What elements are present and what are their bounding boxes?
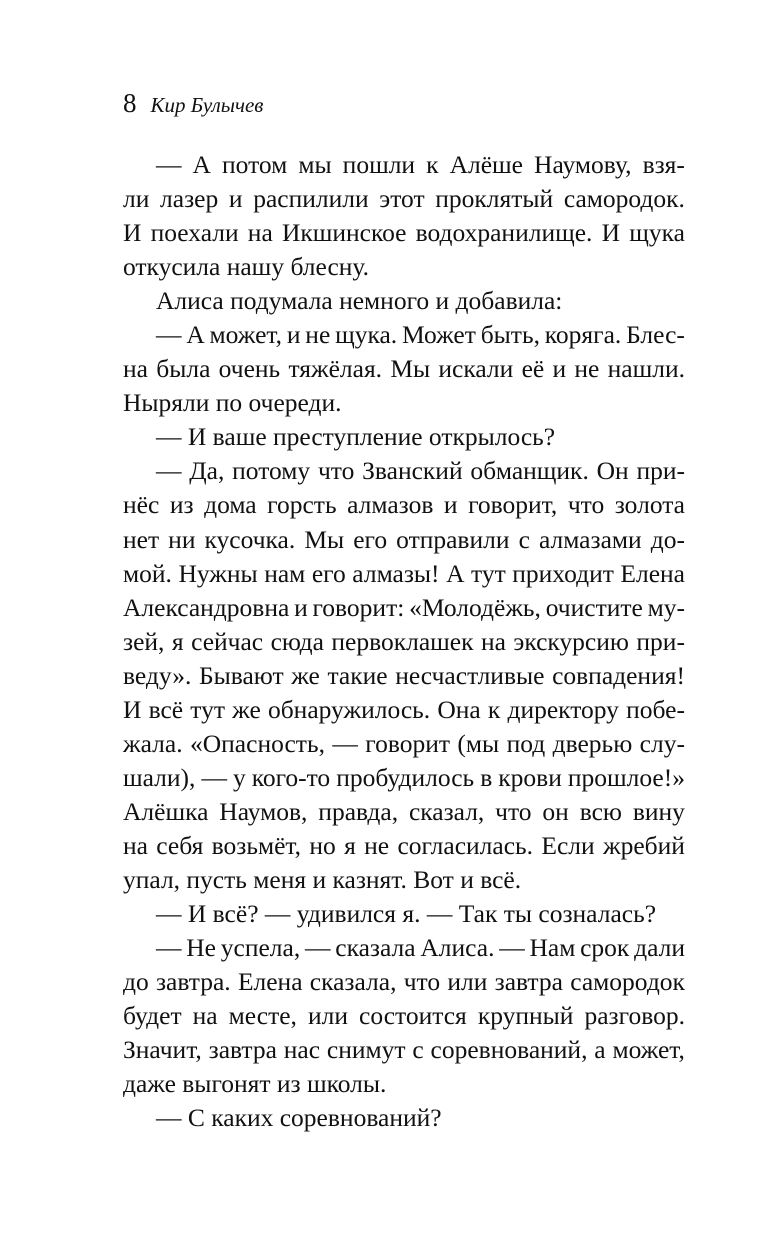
word: Званский: [362, 456, 463, 486]
text-line: [123, 999, 685, 1033]
word: очистите: [545, 592, 643, 622]
word: му-: [647, 592, 685, 622]
word: на: [480, 626, 506, 656]
word: была: [156, 354, 211, 384]
word: И: [123, 218, 142, 248]
word: Елена: [620, 558, 685, 588]
word: жребий: [602, 830, 685, 860]
word: из: [169, 490, 194, 520]
word: но: [309, 830, 336, 860]
page-header: [123, 88, 263, 122]
word: щука.: [335, 320, 398, 350]
word: Икшинское: [281, 218, 407, 248]
word: —: [304, 933, 331, 963]
word: что: [567, 490, 605, 520]
word: завтра: [494, 967, 563, 997]
word: а: [594, 1035, 606, 1065]
word: Алёшка: [123, 796, 209, 826]
word: говорит,: [468, 490, 558, 520]
word: и: [552, 354, 567, 384]
text-line: [123, 523, 685, 557]
text-line: [123, 557, 685, 591]
word: может,: [209, 320, 283, 350]
word: завтра: [208, 1035, 277, 1065]
word: что: [495, 796, 532, 826]
word: алмазами: [538, 524, 642, 554]
text-line: [123, 829, 685, 863]
running-title: Кир Булычев: [150, 93, 264, 117]
word: взя-: [642, 150, 685, 179]
word: быть,: [480, 320, 540, 350]
word: дали: [634, 933, 685, 963]
word: снимут: [326, 1035, 406, 1065]
text-line: Алиса подумала немного и добавила:: [156, 286, 563, 316]
word: побе-: [626, 694, 685, 724]
word: щука: [629, 218, 685, 248]
text-line: [123, 965, 685, 999]
word: —: [201, 762, 227, 792]
text-line: [123, 727, 685, 761]
word: возьмёт,: [211, 830, 302, 860]
word: экскурсию: [513, 626, 629, 656]
word: сказал,: [408, 796, 485, 826]
word: на: [247, 218, 273, 248]
word: его: [311, 558, 346, 588]
word: отправили: [396, 524, 510, 554]
word: что: [317, 456, 355, 486]
word: нас: [283, 1035, 321, 1065]
text-line: даже выгонят из школы.: [123, 1069, 387, 1099]
word: же: [232, 694, 261, 724]
word: —: [332, 728, 358, 758]
word: —: [156, 320, 182, 350]
word: и: [228, 184, 243, 214]
word: «Молодёжь,: [409, 592, 541, 622]
word: первоклашек: [331, 626, 474, 656]
word: И: [601, 218, 621, 248]
word: или: [447, 967, 488, 997]
word: кого-то: [251, 762, 331, 792]
word: А: [186, 320, 205, 350]
word: сейчас: [191, 626, 264, 656]
word: А: [192, 150, 211, 179]
word: и: [294, 592, 308, 622]
word: Нам: [529, 933, 576, 963]
word: Алёше: [449, 150, 523, 179]
page-number: 8: [123, 88, 137, 118]
text-line: [123, 931, 685, 965]
text-line: [123, 659, 685, 693]
word: дверью: [552, 728, 633, 758]
word: самородок.: [563, 184, 685, 214]
word: или: [307, 1001, 348, 1031]
word: разговор.: [584, 1001, 685, 1031]
word: с: [412, 1035, 424, 1065]
word: Она: [437, 694, 481, 724]
text-line: упал, пусть меня и казнят. Вот и всё.: [123, 864, 522, 894]
word: Он: [596, 456, 629, 486]
word: до-: [650, 524, 685, 554]
word: золота: [614, 490, 685, 520]
word: его: [353, 524, 388, 554]
word: водохранилище.: [415, 218, 593, 248]
word: нашли.: [607, 354, 685, 384]
word: что: [403, 967, 441, 997]
word: мой.: [123, 558, 172, 588]
word: соревнований,: [430, 1035, 588, 1065]
word: коряга.: [544, 320, 622, 350]
word: будет: [123, 1001, 182, 1031]
word: обнаружилось.: [267, 694, 431, 724]
word: кусочка.: [204, 524, 296, 554]
word: сказала: [335, 933, 416, 963]
text-line: [123, 795, 685, 829]
word: ни: [168, 524, 196, 554]
word: не: [305, 320, 331, 350]
word: сказала,: [309, 967, 397, 997]
word: срок: [580, 933, 630, 963]
word: к: [426, 150, 439, 179]
word: зей,: [123, 626, 165, 656]
word: —: [499, 933, 525, 963]
word: Может: [401, 320, 476, 350]
text-line: [123, 352, 685, 386]
text-line: [123, 216, 685, 250]
text-line: [123, 625, 685, 659]
word: Наумову,: [534, 150, 632, 179]
word: несчастливые: [395, 660, 545, 690]
word: говорит: [365, 728, 450, 758]
word: самородок: [570, 967, 685, 997]
word: говорит:: [312, 592, 405, 622]
text-line: [123, 454, 685, 488]
word: месте,: [228, 1001, 297, 1031]
word: я: [171, 626, 184, 656]
word: нёс: [123, 490, 160, 520]
word: при-: [636, 626, 685, 656]
word: не: [364, 830, 390, 860]
word: у: [232, 762, 246, 792]
word: крупный: [477, 1001, 574, 1031]
word: Наумов,: [219, 796, 308, 826]
word: тут: [190, 694, 225, 724]
word: прошлое!»: [567, 762, 685, 792]
word: этот: [379, 184, 425, 214]
word: крови: [498, 762, 562, 792]
word: до: [123, 967, 149, 997]
word: Бывают: [198, 660, 284, 690]
word: Елена: [237, 967, 303, 997]
word: потом: [222, 150, 288, 179]
word: алмазы!: [352, 558, 440, 588]
word: и: [443, 490, 458, 520]
word: веду».: [123, 660, 192, 690]
word: может,: [612, 1035, 685, 1065]
word: алмазов: [347, 490, 434, 520]
text-line: [123, 148, 685, 182]
word: нет: [123, 524, 160, 554]
word: искали: [438, 354, 514, 384]
word: мы: [298, 150, 332, 179]
word: к: [487, 694, 501, 724]
word: и: [286, 320, 301, 350]
word: в: [480, 762, 493, 792]
word: поехали: [150, 218, 239, 248]
text-line: [123, 1033, 685, 1067]
word: потому: [232, 456, 311, 486]
word: Да,: [189, 456, 225, 486]
word: —: [156, 933, 182, 963]
word: тяжёлая.: [288, 354, 383, 384]
word: пошли: [342, 150, 416, 179]
word: завтра.: [155, 967, 231, 997]
word: шали),: [123, 762, 196, 792]
word: себя: [156, 830, 204, 860]
word: на: [192, 1001, 218, 1031]
word: директору: [507, 694, 619, 724]
word: слу-: [639, 728, 685, 758]
word: такие: [327, 660, 388, 690]
word: Александровна: [123, 592, 290, 622]
word: Нужны: [178, 558, 258, 588]
text-line: [123, 182, 685, 216]
word: согласилась.: [397, 830, 534, 860]
word: Не: [186, 933, 216, 963]
word: «Опасность,: [190, 728, 325, 758]
word: правда,: [318, 796, 399, 826]
word: совпадения!: [552, 660, 685, 690]
word: её: [521, 354, 545, 384]
word: распилили: [253, 184, 369, 214]
word: не: [574, 354, 600, 384]
word: (мы: [457, 728, 500, 758]
word: Если: [541, 830, 595, 860]
word: Значит,: [123, 1035, 202, 1065]
word: Блес-: [626, 320, 685, 350]
word: —: [156, 456, 182, 486]
word: пробудилось: [336, 762, 475, 792]
text-line: [123, 488, 685, 522]
word: жала.: [123, 728, 183, 758]
text-line: — И всё? — удивился я. — Так ты созналась?: [156, 899, 657, 929]
word: тут: [471, 558, 506, 588]
word: вину: [632, 796, 685, 826]
text-line: [123, 693, 685, 727]
word: на: [123, 830, 148, 860]
word: же: [291, 660, 320, 690]
word: успела,: [220, 933, 301, 963]
word: всю: [579, 796, 622, 826]
word: нам: [264, 558, 306, 588]
word: Мы: [304, 524, 345, 554]
word: он: [542, 796, 569, 826]
word: очень: [218, 354, 281, 384]
word: всё: [148, 694, 184, 724]
word: приходит: [512, 558, 614, 588]
word: я: [344, 830, 356, 860]
text-line: [123, 591, 685, 625]
text-line: откусила нашу блесну.: [123, 252, 369, 282]
text-line: — И ваше преступление открылось?: [156, 422, 556, 452]
word: дома: [204, 490, 257, 520]
word: И: [123, 694, 142, 724]
word: с: [518, 524, 530, 554]
word: Мы: [390, 354, 431, 384]
word: горсть: [267, 490, 337, 520]
word: на: [123, 354, 148, 384]
text-line: Ныряли по очереди.: [123, 388, 342, 418]
word: Алиса.: [420, 933, 495, 963]
word: при-: [636, 456, 685, 486]
word: А: [446, 558, 465, 588]
word: проклятый: [435, 184, 554, 214]
text-body: [123, 148, 685, 1135]
text-line: [123, 761, 685, 795]
text-line: — С каких соревнований?: [156, 1103, 442, 1133]
word: под: [506, 728, 546, 758]
word: обманщик.: [470, 456, 589, 486]
word: сюда: [270, 626, 324, 656]
word: —: [156, 150, 182, 179]
word: состоится: [359, 1001, 467, 1031]
word: лазер: [160, 184, 219, 214]
text-line: [123, 318, 685, 352]
word: ли: [123, 184, 150, 214]
